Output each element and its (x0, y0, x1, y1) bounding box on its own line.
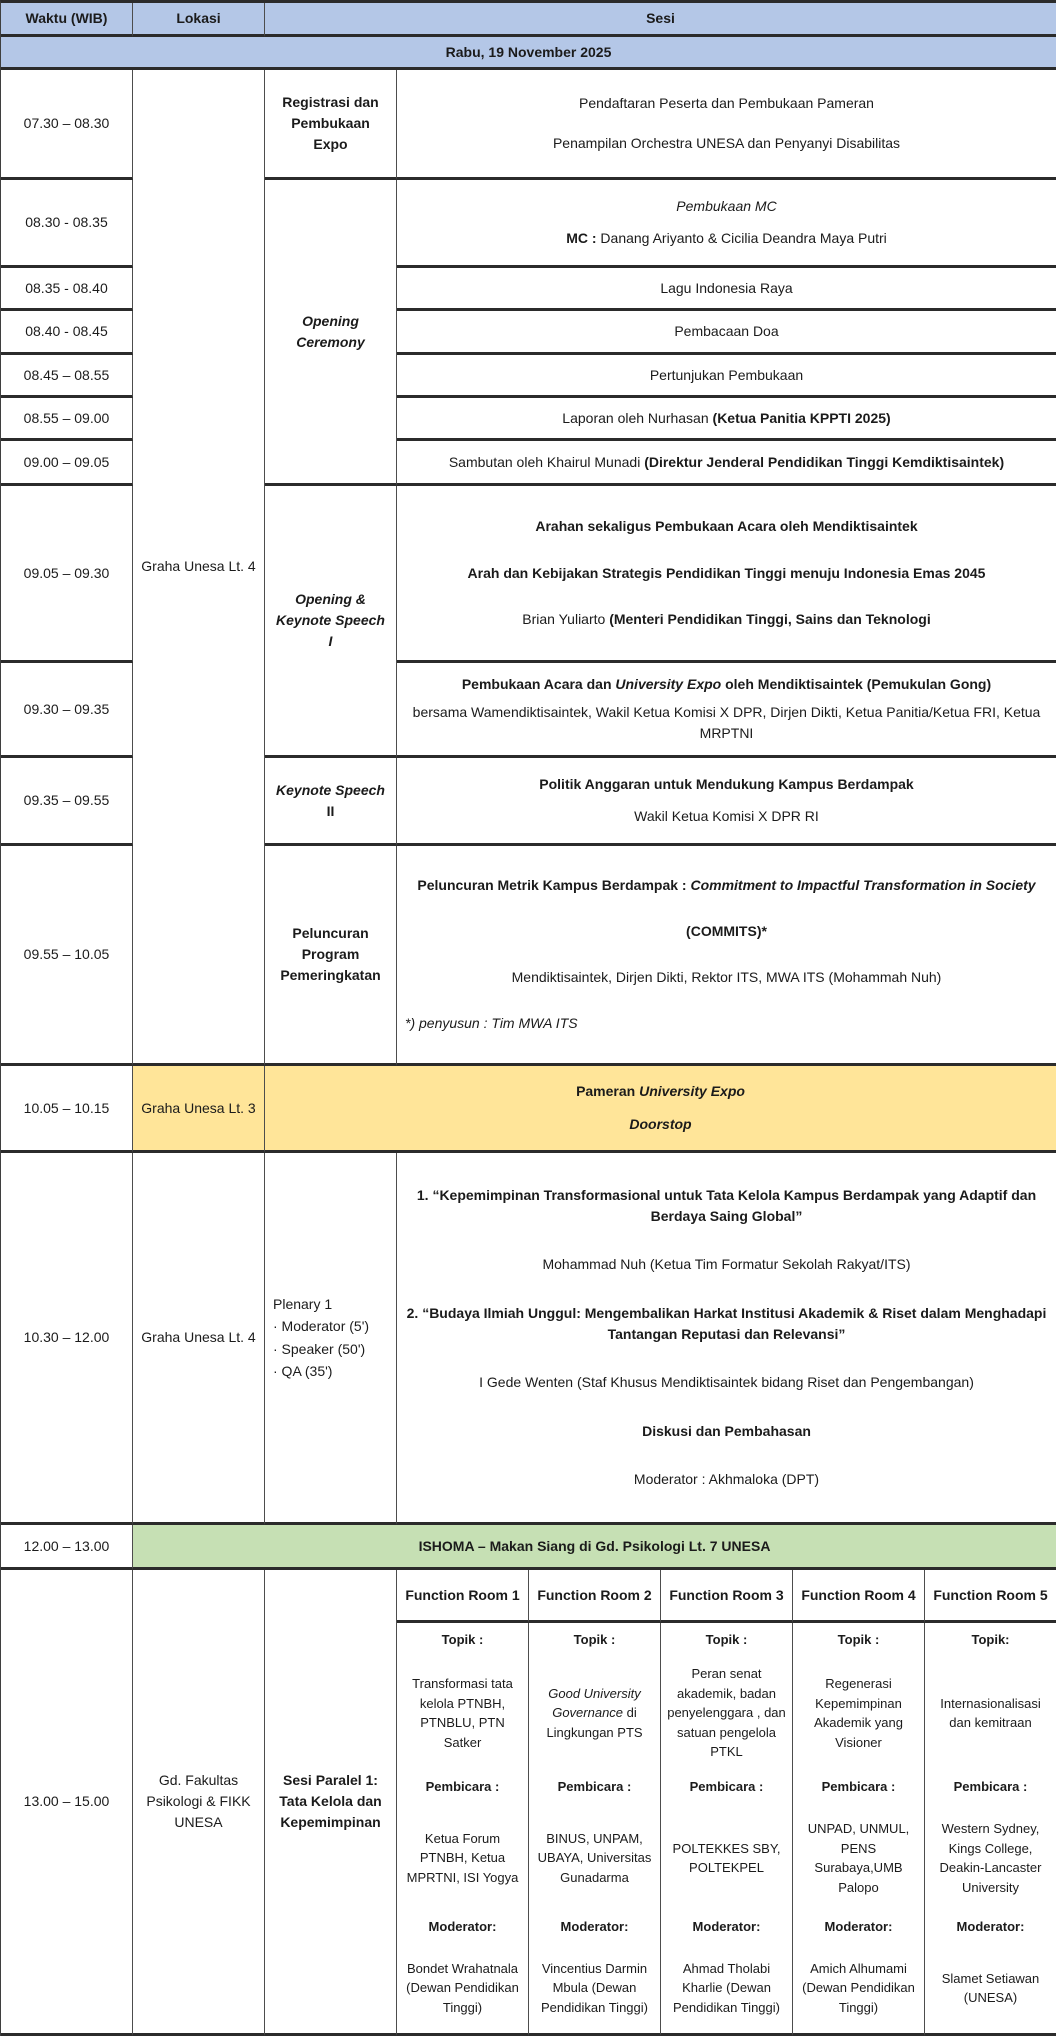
agenda-line (462, 674, 991, 695)
speakers-text: UNPAD, UNMUL, PENS Surabaya,UMB Palopo (807, 1821, 910, 1895)
location-cell-plenary (133, 1153, 265, 1525)
agenda-line: Pendaftaran Peserta dan Pembukaan Pameran (579, 95, 874, 111)
moderator-text: Bondet Wrahatnala (Dewan Pendidikan Tinggi) (406, 1960, 519, 2015)
gong-text-post: oleh Mendiktisaintek (Pemukulan Gong) (721, 676, 992, 692)
report-text: Laporan oleh Nurhasan (562, 409, 713, 426)
welcome-role: (Direktur Jenderal Pendidikan Tinggi Kemdiktisaintek) (644, 453, 1005, 470)
expo-text-italic: University Expo (639, 1083, 745, 1100)
time-text: 08.35 - 08.40 (25, 279, 108, 296)
moderator-text: Vincentius Darmin Mbula (Dewan Pendidikan Tinggi) (541, 1960, 648, 2015)
launch-title: Peluncuran Metrik Kampus Berdampak : (417, 877, 691, 893)
function-room-5-column (925, 1623, 1056, 2036)
speakers-label: Pembicara : (557, 1779, 632, 1795)
agenda-cell-prayer (397, 311, 1056, 355)
time-cell-parallel (1, 1570, 133, 2036)
agenda-line (562, 408, 890, 429)
session-label-text (273, 780, 388, 822)
keynote2-label-number: II (326, 802, 335, 819)
moderator-text: Slamet Setiawan (UNESA) (941, 1970, 1040, 2005)
agenda-cell-welcome (397, 441, 1056, 486)
plenary-label-line: · Moderator (5') (273, 1318, 370, 1335)
moderator-text: Ahmad Tholabi Kharlie (Dewan Pendidikan Tinggi) (673, 1960, 780, 2015)
topic-text: Transformasi tata kelola PTNBH, PTNBLU, PTN Satker (412, 1676, 513, 1750)
plenary-topic2: 2. “Budaya Ilmiah Unggul: Mengembalikan Harkat Institusi Akademik & Riset dalam Menghadapi Tantangan Reputasi dan Relevansi” (406, 1304, 1047, 1342)
agenda-cell-registration (397, 70, 1056, 180)
agenda-cell-report (397, 398, 1056, 441)
topic-label: Topik : (837, 1632, 880, 1648)
time-cell-expo (1, 1066, 133, 1153)
moderator-label: Moderator: (824, 1919, 893, 1935)
time-cell-keynote2 (1, 758, 133, 846)
time-text: 09.55 – 10.05 (23, 946, 110, 962)
speakers-text: Ketua Forum PTNBH, Ketua MPRTNI, ISI Yogya (406, 1830, 519, 1885)
time-text: 08.30 - 08.35 (25, 214, 108, 230)
gong-text: Pembukaan Acara dan (461, 676, 616, 692)
topic-text-italic: Good University Governance (548, 1685, 641, 1721)
location-text: Gd. Fakultas Psikologi & FIKK UNESA (146, 1772, 251, 1830)
time-text: 08.40 - 08.45 (25, 323, 108, 339)
report-role: (Ketua Panitia KPPTI 2025) (712, 409, 891, 426)
time-text: 10.05 – 10.15 (23, 1099, 110, 1116)
agenda-line: Politik Anggaran untuk Mendukung Kampus Berdampak (539, 775, 914, 792)
moderator-label: Moderator: (560, 1919, 629, 1935)
location-cell-graha-lt4 (133, 70, 265, 1066)
location-cell-parallel (133, 1570, 265, 2036)
function-room-5-header (925, 1570, 1056, 1623)
speakers-label: Pembicara : (689, 1779, 764, 1795)
session-label-opening-ceremony (265, 180, 397, 486)
topic-text: Internasionalisasi dan kemitraan (940, 1695, 1041, 1730)
function-room-2-header (529, 1570, 661, 1623)
time-cell-prayer (1, 311, 133, 355)
topic-text: Peran senat akademik, badan penyelenggara , dan satuan pengelola PTKL (667, 1666, 786, 1760)
plenary-discussion: Diskusi dan Pembahasan (642, 1422, 811, 1439)
moderator-label: Moderator: (956, 1919, 1025, 1935)
plenary-label-line: · Speaker (50') (273, 1340, 366, 1357)
time-cell-report (1, 398, 133, 441)
plenary-speaker1: Mohammad Nuh (Ketua Tim Formatur Sekolah Rakyat/ITS) (542, 1256, 911, 1273)
ishoma-text: ISHOMA – Makan Siang di Gd. Psikologi Lt. 7 UNESA (418, 1537, 771, 1554)
location-cell-graha-lt3 (133, 1066, 265, 1153)
topic-label: Topik: (971, 1632, 1010, 1648)
function-room-name: Function Room 2 (537, 1586, 652, 1603)
keynote1-speaker-role: (Menteri Pendidikan Tinggi, Sains dan Teknologi (609, 611, 931, 628)
agenda-line: Lagu Indonesia Raya (660, 279, 793, 296)
time-text: 12.00 – 13.00 (23, 1537, 110, 1554)
session-label-launch (265, 846, 397, 1066)
speakers-text: BINUS, UNPAM, UBAYA, Universitas Gunadarma (537, 1830, 652, 1885)
agenda-cell-performance (397, 355, 1056, 398)
speakers-text: Western Sydney, Kings College, Deakin-Lancaster University (939, 1821, 1042, 1895)
date-banner-label: Rabu, 19 November 2025 (445, 43, 612, 60)
time-text: 13.00 – 15.00 (23, 1793, 110, 1809)
session-label-registration (265, 70, 397, 180)
time-text: 07.30 – 08.30 (23, 115, 110, 131)
plenary-label-line: Plenary 1 (273, 1295, 333, 1312)
plenary-topic1: 1. “Kepemimpinan Transformasional untuk Tata Kelola Kampus Berdampak yang Adaptif dan Berdaya Saing Global” (416, 1186, 1037, 1224)
time-cell-launch (1, 846, 133, 1066)
agenda-line: Pembukaan MC (676, 197, 777, 214)
plenary-label-line: · QA (35') (273, 1362, 333, 1379)
agenda-line: Arah dan Kebijakan Strategis Pendidikan Tinggi menuju Indonesia Emas 2045 (467, 564, 986, 581)
gong-expo-italic: University Expo (615, 676, 722, 692)
agenda-line: Arahan sekaligus Pembukaan Acara oleh Mendiktisaintek (535, 517, 918, 534)
agenda-line (449, 452, 1004, 473)
session-label-plenary (265, 1153, 397, 1525)
moderator-label: Moderator: (692, 1919, 761, 1935)
topic-text: Regenerasi Kepemimpinan Akademik yang Visioner (814, 1676, 903, 1750)
column-header-time-label: Waktu (WIB) (25, 10, 108, 26)
launch-people: Mendiktisaintek, Dirjen Dikti, Rektor ITS, MWA ITS (Mohammah Nuh) (511, 969, 942, 985)
speakers-label: Pembicara : (953, 1779, 1028, 1795)
topic-label: Topik : (705, 1632, 748, 1648)
moderator-label: Moderator: (428, 1919, 497, 1935)
launch-commits: (COMMITS)* (686, 923, 767, 939)
time-text: 08.45 – 08.55 (23, 366, 110, 383)
agenda-cell-anthem (397, 268, 1056, 311)
session-label-parallel (265, 1570, 397, 2036)
keynote2-label-italic: Keynote Speech (276, 781, 385, 798)
function-room-name: Function Room 4 (801, 1586, 916, 1603)
agenda-line: Pembacaan Doa (674, 323, 779, 339)
function-room-1-column (397, 1623, 529, 2036)
agenda-line (522, 609, 930, 630)
session-label-text: Registrasi dan Pembukaan Expo (282, 94, 379, 152)
agenda-cell-keynote1 (397, 486, 1056, 663)
time-cell-welcome (1, 441, 133, 486)
expo-doorstop: Doorstop (629, 1115, 692, 1132)
session-label-keynote2 (265, 758, 397, 846)
location-text: Graha Unesa Lt. 4 (141, 1329, 256, 1345)
agenda-line: bersama Wamendiktisaintek, Wakil Ketua Komisi X DPR, Dirjen Dikti, Ketua Panitia/Ketua FRI, Ketua MRPTNI (412, 704, 1041, 741)
plenary-moderator: Moderator : Akhmaloka (DPT) (633, 1471, 820, 1488)
time-text: 09.30 – 09.35 (23, 700, 110, 717)
session-label-text: Peluncuran Program Pemeringkatan (280, 925, 381, 983)
column-header-session-label: Sesi (646, 10, 675, 26)
function-room-1-header (397, 1570, 529, 1623)
agenda-line (576, 1081, 745, 1102)
function-room-2-column (529, 1623, 661, 2036)
speakers-label: Pembicara : (821, 1779, 896, 1795)
time-text: 10.30 – 12.00 (23, 1329, 110, 1345)
time-cell-gong (1, 663, 133, 758)
agenda-cell-keynote2 (397, 758, 1056, 846)
location-text: Graha Unesa Lt. 4 (141, 558, 256, 574)
location-text: Graha Unesa Lt. 3 (141, 1099, 256, 1116)
session-label-text: Opening & Keynote Speech I (276, 591, 385, 649)
session-label-text: Sesi Paralel 1: Tata Kelola dan Kepemimpinan (279, 1772, 382, 1830)
function-room-name: Function Room 1 (405, 1586, 520, 1603)
function-room-3-column (661, 1623, 793, 2036)
session-label-text: Opening Ceremony (296, 312, 365, 350)
session-label-opening-keynote1 (265, 486, 397, 758)
function-room-4-header (793, 1570, 925, 1623)
topic-text-rest: di Lingkungan PTS (546, 1705, 643, 1740)
time-cell-keynote1 (1, 486, 133, 663)
column-header-location (133, 3, 265, 37)
time-text: 08.55 – 09.00 (23, 409, 110, 426)
mc-names: Danang Ariyanto & Cicilia Deandra Maya Putri (600, 230, 887, 247)
time-cell-anthem (1, 268, 133, 311)
launch-footnote: *) penyusun : Tim MWA ITS (405, 1015, 578, 1031)
expo-text: Pameran (576, 1083, 640, 1100)
agenda-line (566, 228, 887, 249)
topic-label: Topik : (441, 1632, 484, 1648)
function-room-4-column (793, 1623, 925, 2036)
agenda-cell-expo-banner (265, 1066, 1056, 1153)
time-cell-mc (1, 180, 133, 268)
column-header-time (1, 3, 133, 37)
date-banner (1, 37, 1056, 70)
keynote1-speaker: Brian Yuliarto (522, 611, 610, 628)
agenda-line: Penampilan Orchestra UNESA dan Penyanyi Disabilitas (552, 135, 901, 151)
time-cell-ishoma (1, 1525, 133, 1570)
time-text: 09.05 – 09.30 (23, 564, 110, 581)
agenda-line: Wakil Ketua Komisi X DPR RI (634, 808, 819, 825)
speakers-label: Pembicara : (425, 1779, 500, 1795)
function-room-name: Function Room 5 (933, 1586, 1048, 1603)
time-cell-performance (1, 355, 133, 398)
agenda-cell-gong (397, 663, 1056, 758)
time-cell-plenary (1, 1153, 133, 1525)
column-header-location-label: Lokasi (176, 10, 221, 26)
time-text: 09.35 – 09.55 (23, 792, 110, 808)
agenda-line: Pertunjukan Pembukaan (649, 366, 804, 383)
function-room-name: Function Room 3 (669, 1586, 784, 1603)
function-room-3-header (661, 1570, 793, 1623)
column-header-session (265, 3, 1056, 37)
agenda-cell-launch (397, 846, 1056, 1066)
time-cell-registration (1, 70, 133, 180)
moderator-text: Amich Alhumami (Dewan Pendidikan Tinggi) (802, 1960, 915, 2015)
agenda-cell-mc (397, 180, 1056, 268)
agenda-line (417, 875, 1035, 896)
mc-label: MC : (566, 230, 601, 247)
agenda-cell-ishoma-banner (133, 1525, 1056, 1570)
topic-text (535, 1657, 654, 1769)
plenary-speaker2: I Gede Wenten (Staf Khusus Mendiktisaintek bidang Riset dan Pengembangan) (479, 1374, 974, 1391)
topic-label: Topik : (573, 1632, 616, 1648)
time-text: 09.00 – 09.05 (23, 453, 110, 470)
agenda-cell-plenary (397, 1153, 1056, 1525)
launch-title-italic: Commitment to Impactful Transformation in Society (690, 877, 1036, 893)
welcome-text: Sambutan oleh Khairul Munadi (448, 453, 645, 470)
speakers-text: POLTEKKES SBY, POLTEKPEL (672, 1840, 781, 1875)
